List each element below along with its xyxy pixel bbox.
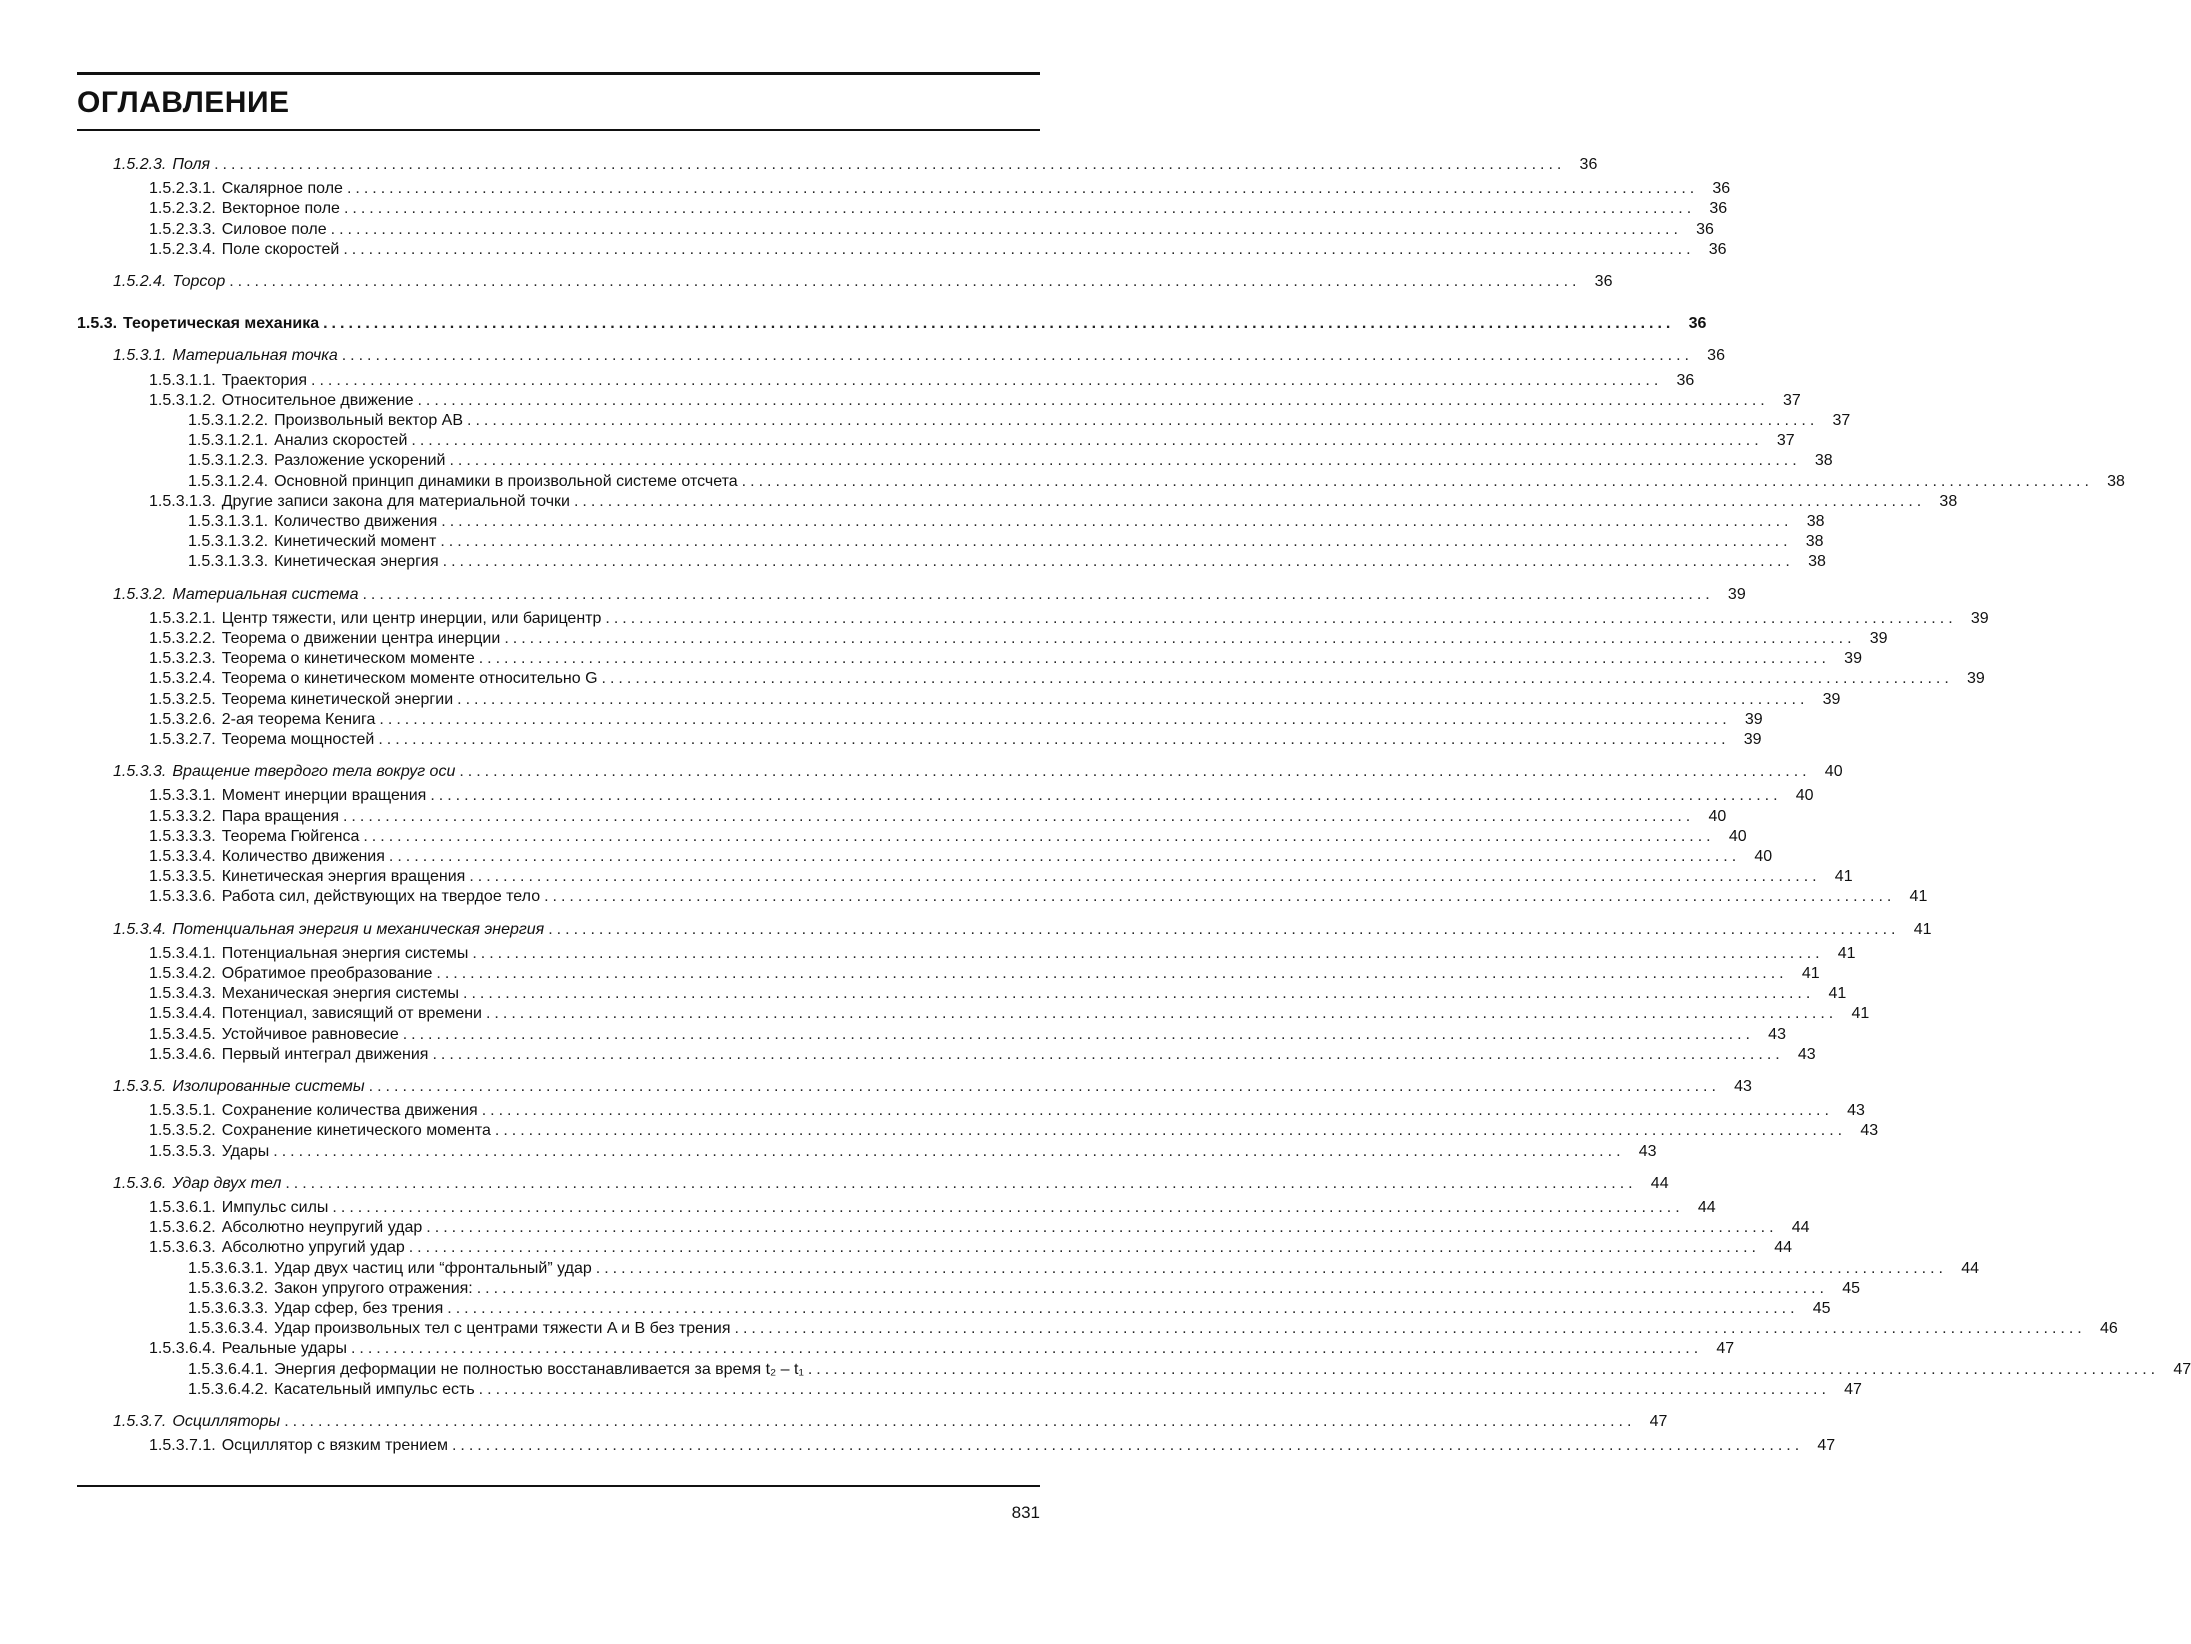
- toc-entry-number: 1.5.3.7.1.: [149, 1437, 216, 1454]
- toc-leader-dots: ................................................................................................................................................................: [494, 1122, 1847, 1139]
- toc-entry-title: Удары: [221, 1143, 270, 1160]
- toc-entry-title: Касательный импульс есть: [274, 1381, 475, 1398]
- toc-entry[interactable]: [149, 199, 1728, 219]
- toc-entry[interactable]: [149, 492, 1958, 512]
- toc-entry[interactable]: [113, 1077, 1752, 1097]
- toc-leader-dots: ................................................................................................................................................................: [432, 1046, 1784, 1063]
- toc-entry-title: Относительное движение: [221, 392, 414, 409]
- toc-entry-number: 1.5.3.5.: [113, 1078, 167, 1095]
- toc-entry-title: Абсолютно неупругий удар: [221, 1219, 423, 1236]
- toc-entry[interactable]: [113, 585, 1746, 605]
- toc-entry[interactable]: [149, 1025, 1786, 1045]
- toc-entry[interactable]: [188, 431, 1795, 451]
- toc-entry-page: 39: [1966, 670, 1985, 687]
- toc-entry[interactable]: [149, 1142, 1657, 1162]
- toc-entry[interactable]: [113, 920, 1932, 940]
- toc-leader-dots: ................................................................................................................................................................: [362, 586, 1714, 603]
- toc-entry-page: 36: [1579, 156, 1598, 173]
- toc-entry-page: 44: [1961, 1260, 1979, 1277]
- toc-leader-dots: ................................................................................................................................................................: [485, 1005, 1838, 1022]
- toc-entry[interactable]: [77, 314, 1707, 334]
- toc-leader-dots: ................................................................................................................................................................: [430, 787, 1782, 804]
- toc-leader-dots: ................................................................................................................................................................: [341, 347, 1693, 364]
- toc-leader-dots: ................................................................................................................................................................: [481, 1102, 1833, 1119]
- toc-entry[interactable]: [113, 346, 1725, 366]
- toc-entry[interactable]: [149, 240, 1727, 260]
- footer-rule: [77, 1485, 1040, 1487]
- toc-entry-number: 1.5.3.1.2.1.: [188, 432, 269, 449]
- toc-entry-page: 38: [1939, 493, 1958, 510]
- toc-entry[interactable]: [149, 827, 1747, 847]
- toc-entry-page: 40: [1754, 848, 1773, 865]
- toc-entry-title: Теорема Гюйгенса: [221, 828, 360, 845]
- toc-entry-number: 1.5.2.3.1.: [149, 180, 216, 197]
- toc-entry[interactable]: [188, 532, 1824, 552]
- toc-leader-dots: ................................................................................................................................................................: [388, 848, 1741, 865]
- toc-entry[interactable]: [149, 1045, 1816, 1065]
- toc-entry-page: 37: [1776, 432, 1795, 449]
- toc-entry[interactable]: [149, 1121, 1879, 1141]
- toc-leader-dots: ................................................................................................................................................................: [402, 1026, 1754, 1043]
- toc-entry[interactable]: [113, 272, 1613, 292]
- toc-entry-page: 37: [1782, 392, 1801, 409]
- toc-leader-dots: ................................................................................................................................................................: [330, 221, 1682, 238]
- toc-entry-number: 1.5.2.3.: [113, 156, 167, 173]
- toc-entry-page: 41: [1851, 1005, 1870, 1022]
- toc-entry[interactable]: [188, 512, 1825, 532]
- toc-entry-page: 39: [1744, 711, 1763, 728]
- toc-entry-page: 43: [1734, 1078, 1752, 1095]
- toc-leader-dots: ................................................................................................................................................................: [447, 1300, 1799, 1317]
- toc-entry-page: 45: [1842, 1280, 1860, 1297]
- toc-entry[interactable]: [149, 1101, 1865, 1121]
- toc-entry-number: 1.5.3.5.2.: [149, 1122, 216, 1139]
- toc-entry-number: 1.5.3.6.3.: [149, 1239, 216, 1256]
- toc-entry-number: 1.5.3.4.1.: [149, 945, 216, 962]
- toc-entry-number: 1.5.2.4.: [113, 273, 167, 290]
- toc-entry-title: Силовое поле: [221, 221, 327, 238]
- toc-entry[interactable]: [149, 847, 1773, 867]
- toc-leader-dots: ................................................................................................................................................................: [469, 868, 1821, 885]
- toc-entry-number: 1.5.3.1.1.: [149, 372, 216, 389]
- toc-entry[interactable]: [149, 730, 1762, 750]
- toc-leader-dots: ................................................................................................................................................................: [441, 513, 1793, 530]
- toc-entry-title: Теорема о кинетическом моменте: [221, 650, 475, 667]
- toc-entry-number: 1.5.3.6.4.: [149, 1340, 216, 1357]
- toc-entry-title: Импульс силы: [221, 1199, 329, 1216]
- toc-entry[interactable]: [149, 867, 1853, 887]
- toc-leader-dots: ................................................................................................................................................................: [363, 828, 1715, 845]
- toc-leader-dots: ................................................................................................................................................................: [544, 888, 1896, 905]
- toc-entry[interactable]: [149, 984, 1847, 1004]
- toc-entry-page: 39: [1970, 610, 1989, 627]
- toc-entry-title: Торсор: [172, 273, 226, 290]
- toc-entry[interactable]: [149, 786, 1814, 806]
- toc-entry[interactable]: [149, 887, 1928, 907]
- toc-leader-dots: ................................................................................................................................................................: [350, 1340, 1703, 1357]
- toc-entry-title: Реальные удары: [221, 1340, 347, 1357]
- toc-entry-title: Устойчивое равновесие: [221, 1026, 399, 1043]
- toc-leader-dots: ................................................................................................................................................................: [449, 452, 1801, 469]
- toc-leader-dots: ................................................................................................................................................................: [467, 412, 1819, 429]
- toc-entry-page: 37: [1832, 412, 1851, 429]
- toc-entry-title: Потенциальная энергия системы: [221, 945, 469, 962]
- toc-entry[interactable]: [149, 609, 1989, 629]
- toc-leader-dots: ................................................................................................................................................................: [436, 965, 1788, 982]
- toc-entry-number: 1.5.3.6.3.2.: [188, 1280, 269, 1297]
- toc-entry[interactable]: [188, 411, 1851, 431]
- toc-entry-page: 36: [1708, 241, 1727, 258]
- toc-entry-number: 1.5.3.6.3.1.: [188, 1260, 269, 1277]
- toc-entry-number: 1.5.3.1.2.3.: [188, 452, 269, 469]
- toc-leader-dots: ................................................................................................................................................................: [379, 711, 1731, 728]
- toc-entry-page: 38: [1814, 452, 1833, 469]
- toc-entry[interactable]: [149, 649, 1862, 669]
- toc-entry-number: 1.5.3.4.5.: [149, 1026, 216, 1043]
- toc-entry[interactable]: [188, 1380, 1862, 1400]
- toc-entry-page: 47: [1817, 1437, 1836, 1454]
- toc-leader-dots: ................................................................................................................................................................: [457, 691, 1809, 708]
- toc-entry-title: Кинетический момент: [274, 533, 437, 550]
- toc-entry-title: Потенциал, зависящий от времени: [221, 1005, 482, 1022]
- toc-entry-number: 1.5.3.4.: [113, 921, 167, 938]
- toc-entry-page: 36: [1696, 221, 1714, 238]
- toc-entry-page: 47: [1844, 1381, 1862, 1398]
- toc-entry-title: Работа сил, действующих на твердое тело: [221, 888, 541, 905]
- toc-leader-dots: ................................................................................................................................................................: [741, 473, 2093, 490]
- toc-entry-title: Удар произвольных тел с центрами тяжести A и B без трения: [274, 1320, 731, 1337]
- toc-entry-title: Анализ скоростей: [274, 432, 408, 449]
- toc-entry-page: 41: [1834, 868, 1853, 885]
- toc-entry-page: 36: [1709, 200, 1728, 217]
- toc-entry-title: Сохранение кинетического момента: [221, 1122, 491, 1139]
- toc-entry-page: 43: [1797, 1046, 1816, 1063]
- toc-leader-dots: ................................................................................................................................................................: [323, 315, 1675, 332]
- toc-entry-title: Другие записи закона для материальной точки: [221, 493, 570, 510]
- toc-entry-title: Изолированные системы: [172, 1078, 365, 1095]
- toc-entry-number: 1.5.3.2.3.: [149, 650, 216, 667]
- toc-entry-title: Вращение твердого тела вокруг оси: [172, 763, 456, 780]
- toc-entry-page: 41: [1837, 945, 1856, 962]
- toc-leader-dots: ................................................................................................................................................................: [476, 1280, 1828, 1297]
- toc-entry-page: 46: [2099, 1320, 2118, 1337]
- toc-entry[interactable]: [149, 1436, 1836, 1456]
- toc-entry-number: 1.5.2.3.2.: [149, 200, 216, 217]
- toc-entry[interactable]: [113, 1412, 1668, 1432]
- toc-leader-dots: ................................................................................................................................................................: [573, 493, 1926, 510]
- toc-entry-number: 1.5.3.1.3.1.: [188, 513, 269, 530]
- toc-entry-page: 39: [1743, 731, 1762, 748]
- toc-entry-number: 1.5.3.5.1.: [149, 1102, 216, 1119]
- toc-entry-page: 36: [1707, 347, 1725, 364]
- toc-entry[interactable]: [149, 944, 1856, 964]
- toc-entry-title: Теорема о движении центра инерции: [221, 630, 501, 647]
- toc-entry[interactable]: [188, 1360, 2191, 1380]
- toc-entry-number: 1.5.3.2.: [113, 586, 167, 603]
- header-rule: [77, 72, 1040, 75]
- toc-entry-page: 45: [1812, 1300, 1831, 1317]
- toc-leader-dots: ................................................................................................................................................................: [311, 372, 1663, 389]
- toc-entry-title: Закон упругого отражения:: [274, 1280, 473, 1297]
- toc-entry-page: 38: [1808, 553, 1826, 570]
- toc-entry-page: 41: [1909, 888, 1928, 905]
- toc-leader-dots: ................................................................................................................................................................: [472, 945, 1824, 962]
- toc-entry-page: 43: [1847, 1102, 1865, 1119]
- toc-entry-number: 1.5.3.3.6.: [149, 888, 216, 905]
- toc-entry-number: 1.5.3.6.1.: [149, 1199, 216, 1216]
- toc-entry-number: 1.5.3.6.4.2.: [188, 1381, 269, 1398]
- toc-leader-dots: ................................................................................................................................................................: [601, 670, 1953, 687]
- toc-entry-page: 43: [1768, 1026, 1786, 1043]
- toc-leader-dots: ................................................................................................................................................................: [343, 200, 1696, 217]
- toc-entry-page: 41: [1913, 921, 1932, 938]
- toc-entry-page: 41: [1828, 985, 1847, 1002]
- toc-entry-number: 1.5.3.6.2.: [149, 1219, 216, 1236]
- toc-entry-page: 47: [1649, 1413, 1668, 1430]
- toc-entry-title: Абсолютно упругий удар: [221, 1239, 405, 1256]
- toc-entry-number: 1.5.3.1.3.: [149, 493, 216, 510]
- toc-entry-title: Поле скоростей: [221, 241, 340, 258]
- toc-entry-title: Осциллятор с вязким трением: [221, 1437, 448, 1454]
- toc-entry-number: 1.5.3.1.: [113, 347, 167, 364]
- toc-entry-number: 1.5.3.2.7.: [149, 731, 216, 748]
- toc-leader-dots: ................................................................................................................................................................: [442, 553, 1794, 570]
- toc-entry[interactable]: [149, 1238, 1792, 1258]
- toc-entry-page: 40: [1708, 808, 1727, 825]
- toc-entry-page: 43: [1860, 1122, 1879, 1139]
- toc-entry-number: 1.5.3.3.4.: [149, 848, 216, 865]
- toc-entry[interactable]: [149, 1218, 1810, 1238]
- toc-entry-title: Теорема о кинетическом моменте относительно G: [221, 670, 598, 687]
- toc-entry-number: 1.5.3.6.: [113, 1175, 167, 1192]
- toc-entry-number: 1.5.3.4.6.: [149, 1046, 216, 1063]
- toc-entry[interactable]: [149, 710, 1763, 730]
- toc-leader-dots: ................................................................................................................................................................: [451, 1437, 1804, 1454]
- toc-entry-title: Пара вращения: [221, 808, 339, 825]
- toc-entry-page: 43: [1638, 1143, 1657, 1160]
- toc-entry-number: 1.5.3.4.2.: [149, 965, 216, 982]
- toc-entry-page: 44: [1774, 1239, 1792, 1256]
- toc-entry-page: 36: [1676, 372, 1695, 389]
- toc-leader-dots: ................................................................................................................................................................: [807, 1361, 2160, 1378]
- toc-leader-dots: ................................................................................................................................................................: [417, 392, 1769, 409]
- toc-entry-page: 36: [1594, 273, 1613, 290]
- toc-entry-number: 1.5.3.3.1.: [149, 787, 216, 804]
- toc-entry-title: Теорема кинетической энергии: [221, 691, 454, 708]
- toc-leader-dots: ................................................................................................................................................................: [440, 533, 1792, 550]
- toc-entry[interactable]: [188, 1319, 2118, 1339]
- toc-leader-dots: ................................................................................................................................................................: [408, 1239, 1760, 1256]
- toc-entry-title: 2-ая теорема Кенига: [221, 711, 376, 728]
- toc-entry-page: 36: [1712, 180, 1731, 197]
- toc-entry-number: 1.5.3.4.3.: [149, 985, 216, 1002]
- toc-leader-dots: ................................................................................................................................................................: [463, 985, 1815, 1002]
- toc-entry-page: 39: [1844, 650, 1862, 667]
- toc-entry-number: 1.5.3.5.3.: [149, 1143, 216, 1160]
- toc-entry[interactable]: [113, 1174, 1669, 1194]
- page-title: ОГЛАВЛЕНИЕ: [77, 86, 290, 119]
- toc-entry-title: Удар двух тел: [172, 1175, 282, 1192]
- toc-leader-dots: ................................................................................................................................................................: [342, 808, 1695, 825]
- toc-entry[interactable]: [149, 669, 1985, 689]
- toc-entry[interactable]: [188, 552, 1826, 572]
- toc-entry-title: Кинетическая энергия: [274, 553, 439, 570]
- toc-entry[interactable]: [149, 220, 1714, 240]
- toc-entry-title: Потенциальная энергия и механическая энергия: [172, 921, 545, 938]
- toc-entry-page: 38: [1806, 513, 1825, 530]
- toc-entry-page: 39: [1822, 691, 1841, 708]
- toc-entry[interactable]: [149, 629, 1888, 649]
- toc-entry-title: Теоретическая механика: [123, 315, 320, 332]
- toc-entry-page: 44: [1650, 1175, 1669, 1192]
- toc-entry-number: 1.5.3.1.3.2.: [188, 533, 269, 550]
- toc-leader-dots: ................................................................................................................................................................: [411, 432, 1763, 449]
- toc-entry-number: 1.5.3.3.2.: [149, 808, 216, 825]
- toc-entry-title: Энергия деформации не полностью восстанавливается за время t₂ – t₁: [274, 1361, 804, 1378]
- toc-leader-dots: ................................................................................................................................................................: [504, 630, 1856, 647]
- toc-leader-dots: ................................................................................................................................................................: [214, 156, 1566, 173]
- toc-entry[interactable]: [149, 1339, 1735, 1359]
- toc-entry-page: 39: [1727, 586, 1746, 603]
- toc-entry-title: Теорема мощностей: [221, 731, 375, 748]
- toc-entry-title: Удар двух частиц или “фронтальный” удар: [274, 1260, 592, 1277]
- toc-entry-page: 44: [1697, 1199, 1716, 1216]
- toc-entry[interactable]: [149, 964, 1820, 984]
- toc-entry-title: Механическая энергия системы: [221, 985, 460, 1002]
- toc-entry-title: Момент инерции вращения: [221, 787, 427, 804]
- toc-entry[interactable]: [188, 451, 1833, 471]
- toc-entry-number: 1.5.3.2.5.: [149, 691, 216, 708]
- toc-entry[interactable]: [188, 1279, 1860, 1299]
- toc-leader-dots: ................................................................................................................................................................: [332, 1199, 1684, 1216]
- toc-entry-page: 40: [1728, 828, 1747, 845]
- toc-entry-number: 1.5.3.6.3.4.: [188, 1320, 269, 1337]
- toc-entry-page: 44: [1791, 1219, 1810, 1236]
- toc-entry-page: 36: [1688, 315, 1707, 332]
- toc-leader-dots: ................................................................................................................................................................: [459, 763, 1811, 780]
- toc-entry[interactable]: [188, 1299, 1831, 1319]
- toc-entry-number: 1.5.3.1.2.2.: [188, 412, 269, 429]
- toc-entry-number: 1.5.3.1.2.4.: [188, 473, 269, 490]
- toc-entry-number: 1.5.3.6.3.3.: [188, 1300, 269, 1317]
- toc-entry[interactable]: [188, 1259, 1979, 1279]
- toc-entry-number: 1.5.3.2.2.: [149, 630, 216, 647]
- toc-leader-dots: ................................................................................................................................................................: [346, 180, 1699, 197]
- toc-leader-dots: ................................................................................................................................................................: [284, 1413, 1636, 1430]
- toc-entry-title: Материальная точка: [172, 347, 338, 364]
- toc-entry-page: 40: [1795, 787, 1814, 804]
- toc-entry-title: Материальная система: [172, 586, 359, 603]
- toc-entry-page: 39: [1869, 630, 1888, 647]
- toc-entry[interactable]: [188, 472, 2125, 492]
- toc-entry[interactable]: [149, 807, 1727, 827]
- toc-entry-title: Основной принцип динамики в произвольной системе отсчета: [274, 473, 738, 490]
- toc-entry-page: 38: [1805, 533, 1824, 550]
- toc-entry-number: 1.5.3.1.2.: [149, 392, 216, 409]
- toc-leader-dots: ................................................................................................................................................................: [426, 1219, 1778, 1236]
- toc-entry-number: 1.5.3.1.3.3.: [188, 553, 269, 570]
- toc-entry-page: 47: [1716, 1340, 1735, 1357]
- toc-leader-dots: ................................................................................................................................................................: [273, 1143, 1625, 1160]
- toc-entry-title: Произвольный вектор AB: [274, 412, 464, 429]
- toc-entry-title: Удар сфер, без трения: [274, 1300, 444, 1317]
- toc-entry[interactable]: [149, 179, 1731, 199]
- toc-entry-title: Осцилляторы: [172, 1413, 281, 1430]
- toc-entry-title: Первый интеграл движения: [221, 1046, 429, 1063]
- toc-entry-number: 1.5.3.3.: [113, 763, 167, 780]
- toc-entry-number: 1.5.3.7.: [113, 1413, 167, 1430]
- toc-entry-title: Обратимое преобразование: [221, 965, 433, 982]
- toc-entry-title: Векторное поле: [221, 200, 340, 217]
- toc-entry-number: 1.5.3.3.5.: [149, 868, 216, 885]
- toc-entry-page: 41: [1801, 965, 1820, 982]
- toc-entry-number: 1.5.2.3.4.: [149, 241, 216, 258]
- toc-entry-page: 40: [1824, 763, 1843, 780]
- toc-entry[interactable]: [149, 371, 1695, 391]
- toc-entry-number: 1.5.3.2.4.: [149, 670, 216, 687]
- toc-entry-title: Скалярное поле: [221, 180, 343, 197]
- toc-entry[interactable]: [149, 690, 1841, 710]
- toc-entry-number: 1.5.2.3.3.: [149, 221, 216, 238]
- toc-entry-title: Кинетическая энергия вращения: [221, 868, 466, 885]
- toc-entry[interactable]: [113, 155, 1598, 175]
- toc-leader-dots: ................................................................................................................................................................: [605, 610, 1957, 627]
- toc-entry-number: 1.5.3.6.4.1.: [188, 1361, 269, 1378]
- toc-entry-page: 47: [2173, 1361, 2191, 1378]
- toc-entry-title: Сохранение количества движения: [221, 1102, 478, 1119]
- toc-entry-title: Количество движения: [274, 513, 438, 530]
- toc-entry-number: 1.5.3.: [77, 315, 118, 332]
- toc-entry-number: 1.5.3.3.3.: [149, 828, 216, 845]
- toc-leader-dots: ................................................................................................................................................................: [478, 650, 1830, 667]
- toc-leader-dots: ................................................................................................................................................................: [478, 1381, 1830, 1398]
- toc-entry-title: Поля: [172, 156, 211, 173]
- toc-entry[interactable]: [149, 1004, 1870, 1024]
- toc-entry-number: 1.5.3.4.4.: [149, 1005, 216, 1022]
- toc-entry-page: 38: [2107, 473, 2125, 490]
- toc-leader-dots: ................................................................................................................................................................: [285, 1175, 1637, 1192]
- toc-entry[interactable]: [149, 1198, 1716, 1218]
- toc-entry[interactable]: [149, 391, 1801, 411]
- toc-entry-number: 1.5.3.2.6.: [149, 711, 216, 728]
- toc-leader-dots: ................................................................................................................................................................: [595, 1260, 1947, 1277]
- toc-entry[interactable]: [113, 762, 1843, 782]
- toc-leader-dots: ................................................................................................................................................................: [229, 273, 1581, 290]
- toc-entry-number: 1.5.3.2.1.: [149, 610, 216, 627]
- toc-leader-dots: ................................................................................................................................................................: [368, 1078, 1720, 1095]
- toc-entry-title: Центр тяжести, или центр инерции, или барицентр: [221, 610, 602, 627]
- toc-leader-dots: ................................................................................................................................................................: [734, 1320, 2086, 1337]
- toc-entry-title: Разложение ускорений: [274, 452, 446, 469]
- toc-entry-title: Траектория: [221, 372, 308, 389]
- toc-leader-dots: ................................................................................................................................................................: [548, 921, 1900, 938]
- toc-leader-dots: ................................................................................................................................................................: [343, 241, 1695, 258]
- toc-entry-title: Количество движения: [221, 848, 385, 865]
- toc-leader-dots: ................................................................................................................................................................: [378, 731, 1730, 748]
- page-number: 831: [1011, 1503, 1040, 1522]
- title-rule: [77, 129, 1040, 131]
